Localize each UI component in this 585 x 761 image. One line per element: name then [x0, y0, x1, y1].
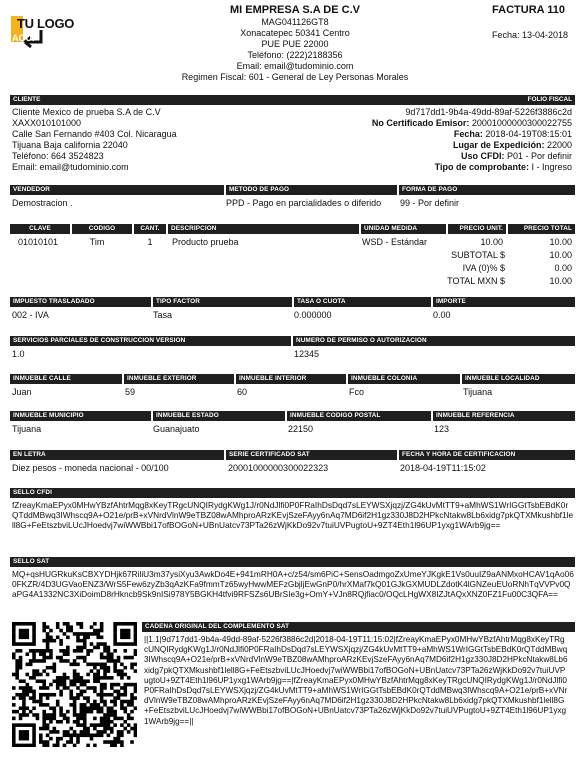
letra-header: EN LETRA	[10, 450, 224, 460]
fecha-label: Fecha:	[453, 129, 483, 139]
client-street: Calle San Fernando #403 Col. Nicaragua	[12, 129, 177, 139]
col-header-precio-unit: PRECIO UNIT.	[448, 224, 506, 234]
col-header-descripcion: DESCRIPCION	[168, 224, 359, 234]
inmueble-interior-header: INMUEBLE INTERIOR	[236, 374, 346, 384]
tipo-factor-value: Tasa	[153, 310, 173, 320]
forma-value: 99 - Por definir	[400, 198, 460, 208]
inmueble-cp-value: 22150	[288, 424, 314, 434]
subtotal-label: SUBTOTAL $	[451, 250, 505, 260]
importe-value: 0.00	[433, 310, 451, 320]
sello-cfdi-header: SELLO CFDI	[10, 488, 575, 498]
metodo-value: PPD - Pago en parcialidades o diferido	[226, 198, 382, 208]
company-phone: Teléfono: (222)2188356	[247, 50, 343, 60]
company-address1: Xonacatepec 50341 Centro	[240, 28, 350, 38]
fecha-row	[330, 129, 572, 139]
logo-subtext: AQUI	[12, 33, 35, 43]
importe-header: IMPORTE	[433, 297, 575, 307]
fecha-cert-header: FECHA Y HORA DE CERTIFICACION	[399, 450, 575, 460]
cell-precio-unit: 10.00	[480, 237, 503, 247]
inmueble-referencia-header: INMUEBLE REFERENCIA	[433, 411, 575, 421]
inmueble-exterior-header: INMUEBLE EXTERIOR	[124, 374, 234, 384]
serie-cert-header: SERIE CERTIFICADO SAT	[226, 450, 397, 460]
uso-value: P01 - Por definir	[506, 151, 572, 161]
folio-bar-label: FOLIO FISCAL	[527, 96, 572, 103]
inmueble-estado-header: INMUEBLE ESTADO	[153, 411, 285, 421]
cell-cant: 1	[147, 237, 153, 247]
inmueble-exterior-value: 59	[125, 387, 136, 397]
total-label: TOTAL MXN $	[447, 276, 505, 286]
tasa-header: TASA O CUOTA	[294, 297, 431, 307]
inmueble-colonia-header: INMUEBLE COLONIA	[348, 374, 460, 384]
sello-sat-header: SELLO SAT	[10, 557, 575, 567]
impuesto-value: 002 - IVA	[12, 310, 49, 320]
tasa-value: 0.000000	[294, 310, 332, 320]
uso-row	[330, 151, 572, 161]
inmueble-interior-value: 60	[237, 387, 248, 397]
inmueble-localidad-header: INMUEBLE LOCALIDAD	[462, 374, 575, 384]
inmueble-referencia-value: 123	[434, 424, 450, 434]
inmueble-municipio-value: Tijuana	[12, 424, 42, 434]
cert-value: 20001000000300022755	[471, 118, 572, 128]
vendedor-header: VENDEDOR	[10, 185, 224, 195]
metodo-header: METODO DE PAGO	[226, 185, 397, 195]
col-header-precio-total: PRECIO TOTAL	[508, 224, 575, 234]
cell-unidad: WSD - Estándar	[362, 237, 428, 247]
vendedor-value: Demostracion .	[12, 198, 73, 208]
company-regimen: Regimen Fiscal: 601 - General de Ley Personas Morales	[181, 72, 409, 82]
qr-code-graphic	[12, 622, 137, 747]
cadena-text: ||1.1|9d717dd1-9b4a-49dd-89af-5226f3886c2d|2018-04-19T11:15:02|fZreayKmaEPyx0MHwYBzfAhtrMqg8xKeyTRgcUNQIRydgKWg1J/r0NdJlfi0P0FRaIhDsDqd7sLEYWSXjqzj/ZG4kUvMtTT9+aMhWS1WrIGGtTsbEBdK0rQTddMBwq3IWhscq9A+O21e/prB+xVNrdVlnW9eTBZ08wAMhproARzKEvjSzeFAyy6nAq7MD6if2H1gz330J8D2HPkcNtakw8Lb6xidg7pkQTXMkushbf1lell8G+FeEtszbviLUcJHoedvj7wiWWBbi17ofBOGoN+UBnUatcv73PTa26zWjKkDo92v7tuiUVPugtoU+9ZT4Eth1l96UP1yxg1WArb9jg==|fZreayKmaEPyx0MHwYBzfAhtrMqg8xKeyTRgcUNQIRydgKWg1J/r0NdJlfi0P0FRaIhDsDqd7sLEYWSXjqzj/ZG4kUvMtTT9+aMhWS1WrIGGtTsbEBdK0rQTddMBwq3IWhscq9A+O21e/prB+xVNrdVlnW9eTBZ08wAMhproARzKEvjSzeFAyy6nAq7MD6if2H1gz330J8D2HPkcNtakw8Lb6xidg7pkQTXMkushbf1lell8G+FeEtszbviLUcJHoedvj7wiWWBbi17ofBOGoN+UBnUatcv73PTa26zWjKkDo92v7tuiUVPugtoU+9ZT4Eth1l96UP1yxg1WArb9jg==||	[144, 635, 568, 726]
folio-value: 9d717dd1-9b4a-49dd-89af-5226f3886c2d	[405, 107, 572, 117]
inmueble-cp-header: INMUEBLE CODIGO POSTAL	[287, 411, 431, 421]
client-city: Tijuana Baja california 22040	[12, 140, 128, 150]
servicios-value: 1.0	[12, 349, 25, 359]
col-header-unidad: UNIDAD MEDIDA	[361, 224, 446, 234]
tipo-factor-header: TIPO FACTOR	[153, 297, 292, 307]
client-rfc: XAXX010101000	[12, 118, 82, 128]
company-name: MI EMPRESA S.A DE C.V	[230, 4, 360, 16]
cert-row	[330, 118, 572, 128]
company-email: Email: email@tudominio.com	[236, 61, 354, 71]
col-header-cant: CANT.	[134, 224, 166, 234]
lugar-value: 22000	[546, 140, 572, 150]
cert-label: No Certificado Emisor:	[371, 118, 470, 128]
inmueble-calle-value: Juan	[12, 387, 32, 397]
tipo-label: Tipo de comprobante:	[434, 162, 529, 172]
company-address2: PUE PUE 22000	[261, 39, 329, 49]
cell-precio-total: 10.00	[549, 237, 572, 247]
col-header-codigo: CODIGO	[72, 224, 132, 234]
client-name: Cliente Mexico de prueba S.A de C.V	[12, 107, 161, 117]
tipo-row	[330, 162, 572, 172]
fecha-cert-value: 2018-04-19T11:15:02	[400, 463, 486, 473]
uso-label: Uso CFDI:	[460, 151, 505, 161]
fecha-value: 2018-04-19T08:15:01	[485, 129, 572, 139]
invoice-date: Fecha: 13-04-2018	[491, 30, 568, 40]
impuesto-header: IMPUESTO TRASLADADO	[10, 297, 151, 307]
inmueble-estado-value: Guanajuato	[153, 424, 200, 434]
inmueble-municipio-header: INMUEBLE MUNICIPIO	[10, 411, 151, 421]
iva-label: IVA (0)% $	[462, 263, 505, 273]
client-email: Email: email@tudominio.com	[12, 162, 129, 172]
inmueble-colonia-value: Fco	[349, 387, 365, 397]
col-header-clave: CLAVE	[10, 224, 70, 234]
lugar-label: Lugar de Expedición:	[452, 140, 545, 150]
iva-value: 0.00	[554, 263, 572, 273]
company-rfc: MAG041126GT8	[261, 17, 329, 27]
client-phone: Teléfono: 664 3524823	[12, 151, 104, 161]
client-bar-label: CLIENTE	[13, 96, 41, 103]
letra-value: Diez pesos - moneda nacional - 00/100	[12, 463, 169, 473]
logo-text: TU LOGO	[17, 16, 75, 31]
sello-sat-text: MQ+qsHUGRkuKsCBXYDHjk67RiliU3m37ysiXyu3AwkDo4E+941mRH0A+c/z54/sm6PiC+SensOadmgoZxUmeYJKgkE1Vs0uuIZ9aANMxoHCAV1qAo060FKZR/4D3UGVaoENZ3/WrS5Few6zyZb3qAzKFa9fmmTz65wyHwwMEFzGbjljEwGnP0/hrXMaf7kQ01GJkGXMUDLZdotK4lGNZeuEUoRNhTqVVPv0QaPG4A1332NC3XiDoimD8rHkncb9Sk9nISi978Y5BGKH4tfvi9RFSZs6UBrSIe3g+OmY+VJn8RQjfiac0/OQcLHgWX8IZJtAQxXNZ0FZ1Fu00C3QFA==	[12, 569, 574, 600]
lugar-row	[330, 140, 572, 150]
inmueble-calle-header: INMUEBLE CALLE	[10, 374, 122, 384]
cell-codigo: Tim	[89, 237, 105, 247]
permiso-value: 12345	[294, 349, 320, 359]
cadena-header: CADENA ORIGINAL DEL COMPLEMENTO SAT	[142, 622, 575, 632]
qr-code	[12, 622, 137, 747]
cell-descripcion: Producto prueba	[172, 237, 239, 247]
sello-cfdi-text: fZreayKmaEPyx0MHwYBzfAhtrMqg8xKeyTRgcUNQIRydgKWg1J/r0NdJlfi0P0FRaIhDsDqd7sLEYWSXjqzj/ZG4kUvMtTT9+aMhWS1WrIGGtTsbEBdK0rQTddMBwq3IWhscq9A+O21e/prB+xVNrdVlnW9eTBZ08wAMhproARzKEvjSzeFAyy6nAq7MD6if2H1gz330J8D2HPkcNtakw8Lb6xidg7pkQTXMkushbf1lell8G+FeEtszbviLUcJHoedvj7wiWWBbi17ofBOGoN+UBnUatcv73PTa26zWjKkDo92v7tuiUVPugtoU+9ZT4Eth1l96UP1yxg1WArb9jg==	[12, 500, 574, 531]
subtotal-value: 10.00	[549, 250, 572, 260]
tipo-value: I - Ingreso	[531, 162, 572, 172]
servicios-header: SERVICIOS PARCIALES DE CONSTRUCCION VERSION	[10, 336, 291, 346]
total-value: 10.00	[549, 276, 572, 286]
invoice-title: FACTURA 110	[492, 4, 565, 16]
cell-clave: 01010101	[18, 237, 59, 247]
company-logo	[11, 16, 73, 50]
inmueble-localidad-value: Tijuana	[463, 387, 493, 397]
permiso-header: NUMERO DE PERMISO O AUTORIZACION	[293, 336, 575, 346]
serie-cert-value: 20001000000300022323	[228, 463, 329, 473]
forma-header: FORMA DE PAGO	[399, 185, 575, 195]
